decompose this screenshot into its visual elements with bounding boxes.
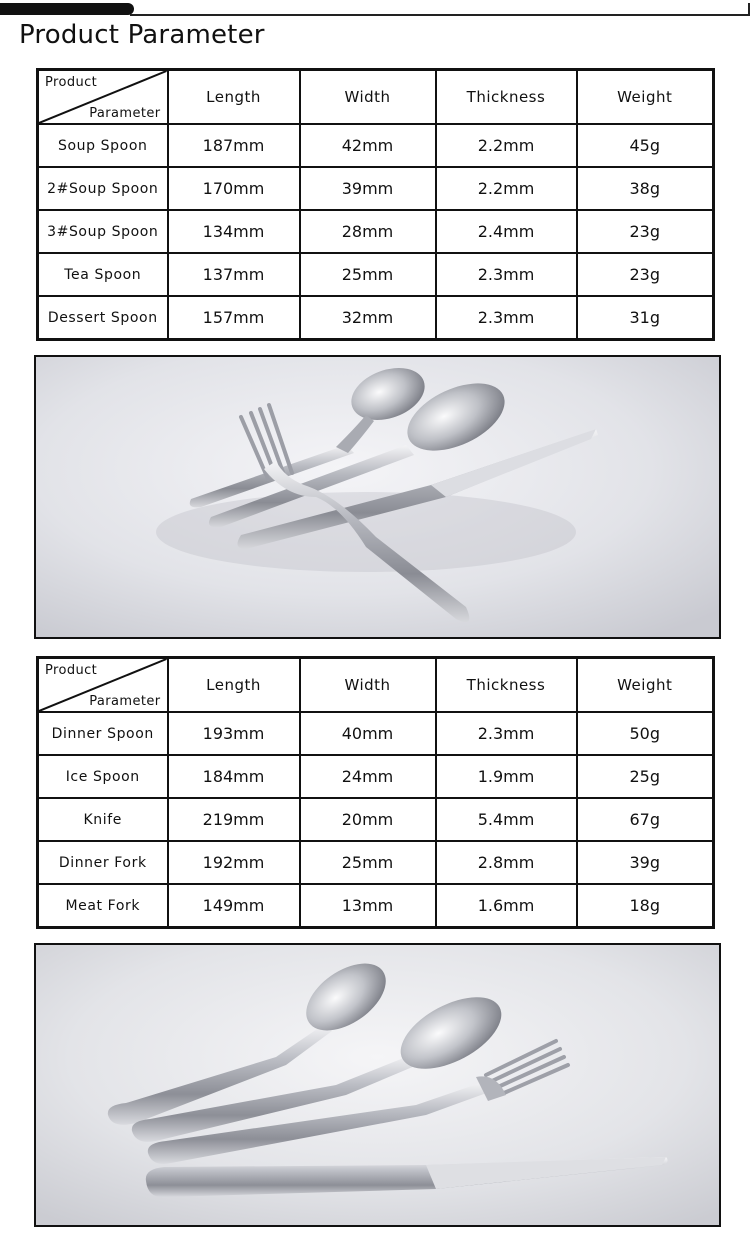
length-cell: 170mm — [168, 167, 300, 210]
length-cell: 187mm — [168, 124, 300, 167]
corner-label-parameter: Parameter — [89, 694, 161, 709]
length-cell: 192mm — [168, 841, 300, 884]
table-row — [38, 712, 714, 755]
table-row — [38, 253, 714, 296]
length-cell: 137mm — [168, 253, 300, 296]
top-divider-line — [130, 14, 750, 16]
corner-label-product: Product — [45, 663, 98, 678]
product-name-cell: 2#Soup Spoon — [38, 167, 168, 210]
length-cell: 219mm — [168, 798, 300, 841]
parameter-table-2 — [36, 656, 715, 929]
weight-cell: 23g — [577, 253, 714, 296]
product-name-cell: Ice Spoon — [38, 755, 168, 798]
table-row — [38, 124, 714, 167]
width-cell: 25mm — [300, 253, 436, 296]
width-cell: 28mm — [300, 210, 436, 253]
top-divider-bar — [0, 0, 750, 18]
thickness-cell: 2.3mm — [436, 253, 577, 296]
thickness-cell: 2.8mm — [436, 841, 577, 884]
table-row — [38, 755, 714, 798]
column-header-weight: Weight — [577, 70, 714, 125]
table-row — [38, 167, 714, 210]
table-row — [38, 210, 714, 253]
product-name-cell: Knife — [38, 798, 168, 841]
width-cell: 40mm — [300, 712, 436, 755]
thickness-cell: 5.4mm — [436, 798, 577, 841]
thickness-cell: 2.3mm — [436, 712, 577, 755]
weight-cell: 67g — [577, 798, 714, 841]
weight-cell: 50g — [577, 712, 714, 755]
column-header-length: Length — [168, 658, 300, 713]
header-corner-cell — [38, 70, 168, 125]
corner-label-parameter: Parameter — [89, 106, 161, 121]
cutlery-photo-2 — [34, 943, 721, 1227]
width-cell: 39mm — [300, 167, 436, 210]
table-row — [38, 884, 714, 928]
length-cell: 134mm — [168, 210, 300, 253]
table-row — [38, 798, 714, 841]
width-cell: 42mm — [300, 124, 436, 167]
thickness-cell: 1.9mm — [436, 755, 577, 798]
table-header-row — [38, 658, 714, 713]
thickness-cell: 2.4mm — [436, 210, 577, 253]
width-cell: 25mm — [300, 841, 436, 884]
column-header-length: Length — [168, 70, 300, 125]
product-name-cell: Dessert Spoon — [38, 296, 168, 340]
thickness-cell: 1.6mm — [436, 884, 577, 928]
parameter-table-1 — [36, 68, 715, 341]
product-name-cell: Meat Fork — [38, 884, 168, 928]
weight-cell: 39g — [577, 841, 714, 884]
page-title: Product Parameter — [19, 20, 265, 50]
cutlery-photo-1 — [34, 355, 721, 639]
length-cell: 157mm — [168, 296, 300, 340]
thickness-cell: 2.2mm — [436, 167, 577, 210]
thickness-cell: 2.2mm — [436, 124, 577, 167]
weight-cell: 25g — [577, 755, 714, 798]
weight-cell: 38g — [577, 167, 714, 210]
product-name-cell: Soup Spoon — [38, 124, 168, 167]
width-cell: 24mm — [300, 755, 436, 798]
table-header-row — [38, 70, 714, 125]
column-header-weight: Weight — [577, 658, 714, 713]
weight-cell: 23g — [577, 210, 714, 253]
table-row — [38, 296, 714, 340]
top-divider-accent — [0, 3, 134, 15]
product-name-cell: Dinner Fork — [38, 841, 168, 884]
weight-cell: 31g — [577, 296, 714, 340]
product-name-cell: 3#Soup Spoon — [38, 210, 168, 253]
weight-cell: 18g — [577, 884, 714, 928]
column-header-width: Width — [300, 658, 436, 713]
width-cell: 20mm — [300, 798, 436, 841]
weight-cell: 45g — [577, 124, 714, 167]
length-cell: 149mm — [168, 884, 300, 928]
header-corner-cell — [38, 658, 168, 713]
width-cell: 13mm — [300, 884, 436, 928]
length-cell: 184mm — [168, 755, 300, 798]
width-cell: 32mm — [300, 296, 436, 340]
table-row — [38, 841, 714, 884]
column-header-thickness: Thickness — [436, 70, 577, 125]
column-header-thickness: Thickness — [436, 658, 577, 713]
thickness-cell: 2.3mm — [436, 296, 577, 340]
product-name-cell: Tea Spoon — [38, 253, 168, 296]
corner-label-product: Product — [45, 75, 98, 90]
column-header-width: Width — [300, 70, 436, 125]
length-cell: 193mm — [168, 712, 300, 755]
product-name-cell: Dinner Spoon — [38, 712, 168, 755]
